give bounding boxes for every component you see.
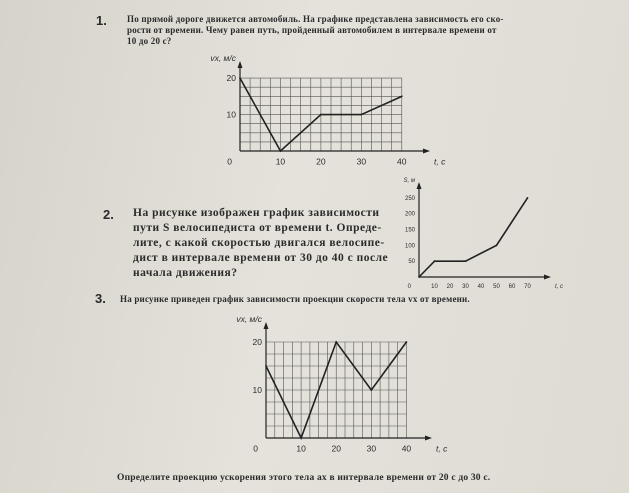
x-tick-label: 60 [508, 284, 516, 290]
y-tick-label: 150 [404, 227, 415, 234]
y-tick-label: 100 [404, 243, 415, 250]
data-point [265, 365, 267, 367]
x-tick-label: 40 [397, 156, 407, 167]
x-tick-label: 30 [462, 284, 469, 290]
x-tick-label: 50 [493, 284, 500, 290]
problem-1-line-2: рости от времени. Чему равен путь, пройденный автомобилем в интервале времени от [127, 25, 497, 35]
x-tick-label: 30 [366, 443, 377, 454]
x-tick-label: 70 [524, 284, 531, 290]
x-tick-label: 40 [477, 284, 485, 290]
x-axis-label: t, с [434, 156, 446, 167]
x-axis-label: t, с [555, 284, 564, 290]
data-point [406, 341, 408, 343]
data-point [335, 341, 337, 343]
origin-label: 0 [227, 156, 232, 167]
y-axis-label: vx, м/с [210, 53, 236, 63]
problem-3-line-1: На рисунке приведен график зависимости проекции скорости тела vx от времени. [120, 294, 470, 304]
problem-2-line-5: начала движения? [133, 267, 238, 279]
problem-3-footer: Определите проекцию ускорения этого тела ax в интервале времени от 20 с до 30 с. [117, 473, 491, 483]
problem-3-number: 3. [95, 291, 106, 306]
x-tick-label: 30 [356, 156, 367, 167]
y-axis-label: S, м [403, 178, 415, 184]
problem-1-line-1: По прямой дороге движется автомобиль. На графике представлена зависимость его ско- [127, 14, 504, 24]
data-point [370, 389, 372, 391]
y-tick-label: 10 [226, 109, 236, 120]
y-axis-label: vx, м/с [236, 314, 262, 324]
y-tick-label: 20 [252, 336, 262, 347]
y-tick-label: 10 [252, 384, 262, 395]
y-tick-label: 200 [404, 211, 415, 218]
grid [266, 342, 406, 438]
x-axis-arrow [425, 436, 432, 441]
x-tick-label: 40 [401, 443, 412, 454]
data-point [300, 437, 302, 439]
x-tick-label: 10 [275, 156, 286, 167]
y-tick-label: 250 [404, 195, 415, 202]
problem-2-line-1: На рисунке изображен график зависимости [133, 207, 380, 219]
origin-label: 0 [407, 284, 411, 290]
x-axis-label: t, с [436, 443, 448, 454]
problem-1-line-3: 10 до 20 с? [127, 36, 172, 46]
x-tick-label: 20 [316, 156, 326, 167]
y-tick-label: 50 [408, 259, 415, 266]
origin-label: 0 [253, 443, 258, 454]
x-tick-label: 20 [446, 284, 454, 290]
problem-1-number: 1. [96, 13, 107, 28]
x-tick-label: 10 [296, 443, 306, 454]
x-tick-label: 10 [431, 284, 438, 290]
problem-2-line-3: лите, с какой скоростью двигался велосипе- [133, 237, 385, 249]
y-axis-arrow [264, 322, 269, 329]
problem-2-line-4: дист в интервале времени от 30 до 40 с после [133, 252, 389, 264]
x-tick-label: 20 [331, 443, 341, 454]
y-tick-label: 20 [226, 72, 236, 83]
problem-2-number: 2. [103, 207, 114, 222]
problem-2-line-2: пути S велосипедиста от времени t. Опреде- [133, 222, 382, 234]
